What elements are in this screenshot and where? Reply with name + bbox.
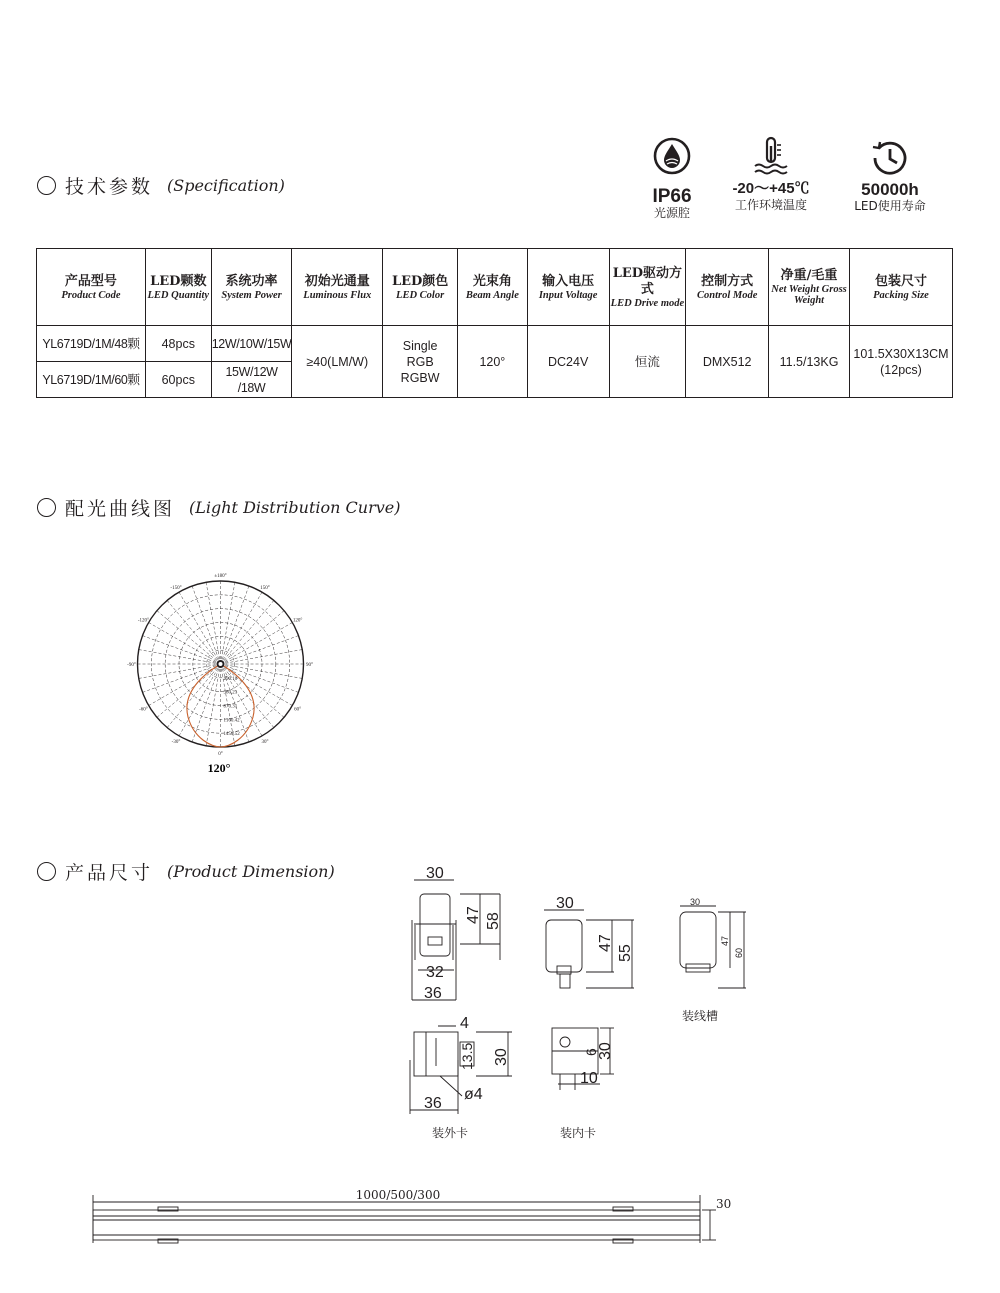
section-bullet-icon <box>37 862 56 881</box>
cell-qty: 48pcs <box>145 326 211 362</box>
curve-section-title: 配光曲线图 (Light Distribution Curve) <box>37 494 400 521</box>
section-bullet-icon <box>37 498 56 517</box>
cell-code: YL6719D/1M/48颗 <box>37 326 146 362</box>
svg-text:10: 10 <box>580 1070 598 1087</box>
cell-color: Single RGB RGBW <box>383 326 458 398</box>
feature-badges <box>640 136 940 226</box>
height-label: 30 <box>716 1197 732 1211</box>
ip-badge: IP66 光源腔 <box>642 136 702 220</box>
cell-packing: 101.5X30X13CM (12pcs) <box>849 326 952 398</box>
svg-text:装线槽: 装线槽 <box>681 1009 719 1023</box>
svg-text:58: 58 <box>485 912 502 930</box>
svg-text:47: 47 <box>597 934 614 952</box>
polar-angle-label: 0° <box>218 752 223 757</box>
spec-table <box>36 248 953 398</box>
polar-spoke <box>221 650 303 664</box>
header-led-quantity: LED颗数 LED Quantity <box>145 249 211 326</box>
polar-angle-label: -90° <box>127 663 136 668</box>
cell-voltage: DC24V <box>527 326 609 398</box>
polar-ring-label: 1160.42 <box>223 718 240 724</box>
table-row <box>37 326 953 362</box>
cell-code: YL6719D/1M/60颗 <box>37 362 146 398</box>
header-drive-mode: LED驱动方式 LED Drive mode <box>609 249 686 326</box>
polar-ring-label: 870.31 <box>223 704 238 710</box>
polar-angle-label: -150° <box>170 585 182 591</box>
polar-spoke <box>206 582 220 664</box>
polar-spoke <box>139 664 221 678</box>
svg-text:36: 36 <box>424 985 442 1002</box>
thermometer-icon <box>751 136 791 178</box>
cell-drive: 恒流 <box>609 326 686 398</box>
polar-spoke <box>221 600 274 664</box>
length-drawing <box>88 1185 748 1255</box>
svg-text:55: 55 <box>617 944 634 962</box>
header-packing-size: 包装尺寸 Packing Size <box>849 249 952 326</box>
polar-angle-label: 30° <box>261 740 269 746</box>
svg-text:ø4: ø4 <box>464 1086 483 1103</box>
clip-outer-drawing <box>410 1015 512 1140</box>
polar-angle-label: ±180° <box>214 574 227 579</box>
svg-text:47: 47 <box>720 935 730 946</box>
beam-angle-label: 120° <box>207 761 231 775</box>
header-beam-angle: 光束角 Beam Angle <box>458 249 528 326</box>
polar-spoke <box>221 582 235 664</box>
polar-angle-label: 120° <box>292 618 303 624</box>
cell-power: 15W/12W /18W <box>211 362 292 398</box>
polar-spoke <box>221 611 285 664</box>
header-system-power: 系统功率 System Power <box>211 249 292 326</box>
svg-text:4: 4 <box>460 1015 469 1032</box>
polar-angle-label: -60° <box>139 707 148 713</box>
header-luminous-flux: 初始光通量 Luminous Flux <box>292 249 383 326</box>
cell-beam: 120° <box>458 326 528 398</box>
polar-spoke <box>139 650 221 664</box>
svg-text:13.5: 13.5 <box>459 1042 475 1070</box>
polar-angle-label: 60° <box>294 707 302 713</box>
svg-text:30: 30 <box>493 1048 510 1066</box>
svg-text:30: 30 <box>597 1042 614 1060</box>
polar-spoke <box>221 586 249 664</box>
polar-angle-label: 150° <box>260 585 270 591</box>
polar-angle-label: -120° <box>137 618 150 624</box>
polar-ring-label: 1450.52 <box>223 732 240 738</box>
clock-icon <box>870 138 910 178</box>
svg-text:装外卡: 装外卡 <box>431 1126 469 1140</box>
polar-spoke <box>192 586 220 664</box>
svg-text:60: 60 <box>734 947 744 958</box>
header-weight: 净重/毛重 Net Weight Gross Weight <box>769 249 850 326</box>
cell-flux: ≥40(LM/W) <box>292 326 383 398</box>
svg-text:30: 30 <box>556 895 574 912</box>
table-header-row <box>37 249 953 326</box>
header-input-voltage: 输入电压 Input Voltage <box>527 249 609 326</box>
clip-inner-drawing <box>552 1028 614 1140</box>
polar-angle-label: -30° <box>171 740 181 746</box>
polar-spoke <box>143 636 221 664</box>
header-control-mode: 控制方式 Control Mode <box>686 249 769 326</box>
polar-ring-label: 290.10 <box>223 676 238 682</box>
profile-a-drawing <box>412 865 502 1002</box>
fixture-bar <box>93 1210 700 1240</box>
polar-spoke <box>192 664 220 742</box>
svg-text:47: 47 <box>465 906 482 924</box>
svg-text:30: 30 <box>426 865 444 882</box>
polar-spoke <box>167 664 220 728</box>
dimension-section-title: 产品尺寸 (Product Dimension) <box>37 858 335 885</box>
length-label: 1000/500/300 <box>355 1188 441 1202</box>
cell-qty: 60pcs <box>145 362 211 398</box>
polar-spoke <box>221 664 249 742</box>
svg-text:32: 32 <box>426 964 444 981</box>
waterproof-icon <box>652 136 692 176</box>
polar-spoke <box>143 664 221 692</box>
lifespan-badge: 50000h LED使用寿命 <box>842 138 938 213</box>
profile-c-drawing <box>680 897 746 1023</box>
polar-spoke <box>221 636 299 664</box>
polar-angle-label: 90° <box>306 663 313 668</box>
cell-power: 12W/10W/15W <box>211 326 292 362</box>
profile-b-drawing <box>544 895 634 988</box>
dimension-drawings <box>400 860 780 1150</box>
polar-curve-chart <box>127 574 322 785</box>
svg-text:36: 36 <box>424 1095 442 1112</box>
svg-text:6: 6 <box>583 1048 599 1056</box>
header-led-color: LED颜色 LED Color <box>383 249 458 326</box>
temperature-badge: -20～+45℃ 工作环境温度 <box>722 136 820 212</box>
svg-text:30: 30 <box>690 897 701 907</box>
section-bullet-icon <box>37 176 56 195</box>
polar-spoke <box>206 664 220 746</box>
cell-weight: 11.5/13KG <box>769 326 850 398</box>
spec-section-title: 技术参数 (Specification) <box>37 172 285 199</box>
polar-ring-label: 580.21 <box>223 690 238 696</box>
cell-control: DMX512 <box>686 326 769 398</box>
svg-text:装内卡: 装内卡 <box>559 1126 597 1140</box>
header-product-code: 产品型号 Product Code <box>37 249 146 326</box>
